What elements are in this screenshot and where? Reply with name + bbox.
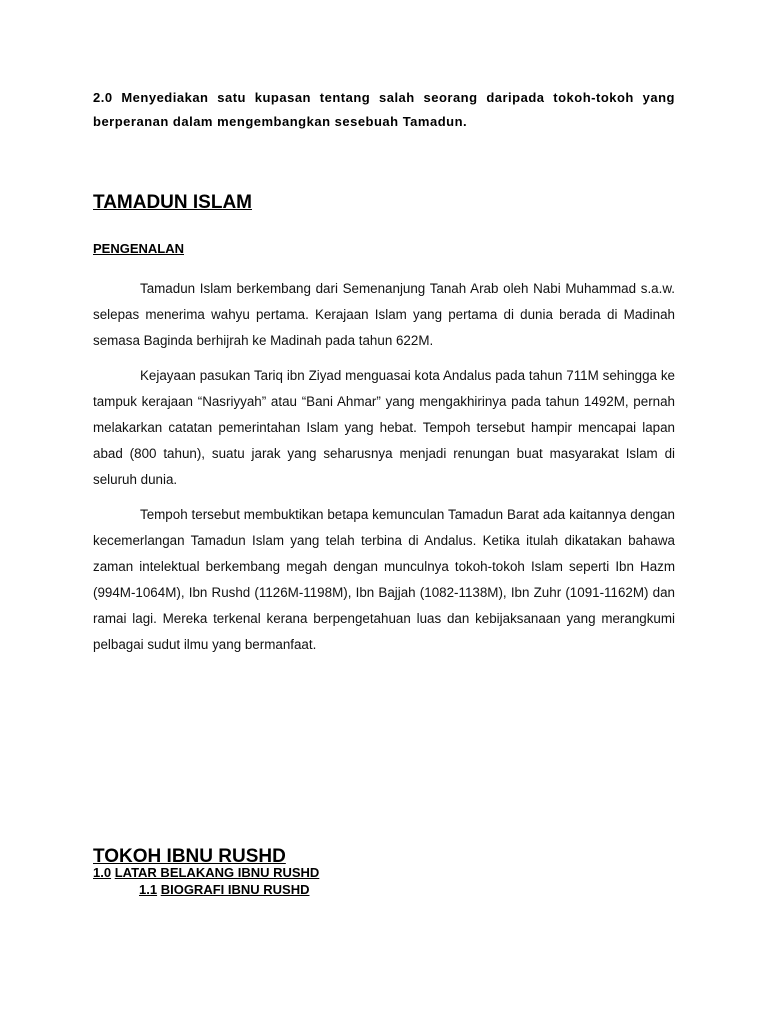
section-label-biografi: BIOGRAFI IBNU RUSHD <box>160 882 310 897</box>
paragraph-1: Tamadun Islam berkembang dari Semenanjung Tanah Arab oleh Nabi Muhammad s.a.w. selepas menerima wahyu pertama. Kerajaan Islam yang pertama di dunia berada di Madinah semasa Baginda berhijrah ke Madinah pada tahun 622M. <box>93 281 675 348</box>
section-number-1-0: 1.0 <box>93 865 112 880</box>
introduction-body <box>93 276 675 667</box>
subheading-pengenalan: PENGENALAN <box>93 241 185 256</box>
paragraph-2: Kejayaan pasukan Tariq ibn Ziyad menguasai kota Andalus pada tahun 711M sehingga ke tampuk kerajaan “Nasriyyah” atau “Bani Ahmar” yang mengakhirinya pada tahun 1492M, pernah melakarkan catatan pemerintahan Islam yang hebat. Tempoh tersebut hampir mencapai lapan abad (800 tahun), suatu jarak yang seharusnya menjadi renungan buat masyarakat Islam di seluruh dunia. <box>93 368 675 487</box>
section-number-1-1: 1.1 <box>139 882 158 897</box>
task-statement: 2.0 Menyediakan satu kupasan tentang salah seorang daripada tokoh-tokoh yang berperanan dalam mengembangkan sesebuah Tamadun. <box>93 90 675 129</box>
section-label-latar-belakang: LATAR BELAKANG IBNU RUSHD <box>114 865 320 880</box>
document-page <box>93 86 675 897</box>
heading-tokoh-ibnu-rushd: TOKOH IBNU RUSHD <box>93 846 286 867</box>
paragraph-3: Tempoh tersebut membuktikan betapa kemunculan Tamadun Barat ada kaitannya dengan kecemerlangan Tamadun Islam yang telah terbina di Andalus. Ketika itulah dikatakan bahawa zaman intelektual berkembang megah dengan munculnya tokoh-tokoh Islam seperti Ibn Hazm (994M-1064M), Ibn Rushd (1126M-1198M), Ibn Bajjah (1082-1138M), Ibn Zuhr (1091-1162M) dan ramai lagi. Mereka terkenal kerana berpengetahuan luas dan kebijaksanaan yang merangkumi pelbagai sudut ilmu yang bermanfaat. <box>93 507 675 652</box>
section-latar-belakang <box>93 865 319 880</box>
heading-tamadun-islam: TAMADUN ISLAM <box>93 192 253 213</box>
section-biografi <box>139 882 309 897</box>
